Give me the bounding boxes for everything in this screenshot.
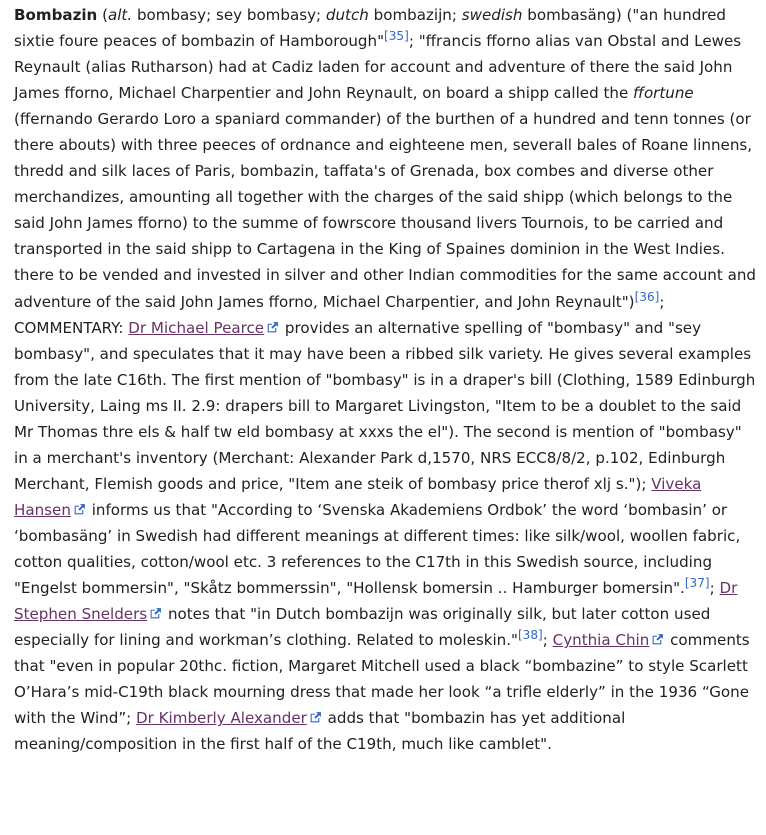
chin-commentary: comments that "even in popular 20thc. fiction, Margaret Mitchell used a black “bombazine” to style Scarlett O’Hara’s mid-C19th black mourning dress that made her look “a trifle elderly” in the 1936 “Gone with the Wind”; — [14, 631, 750, 728]
swedish-label: swedish — [461, 6, 523, 24]
alexander-commentary: adds that "bombazin has yet additional meaning/composition in the first half of the C19th, much like camblet". — [14, 709, 626, 754]
lead-open: ( — [97, 6, 108, 24]
headword: Bombazin — [14, 6, 98, 24]
viveka-hansen-link[interactable]: Viveka Hansen — [14, 474, 702, 519]
reference-35-link[interactable]: [35] — [384, 29, 409, 44]
ship-name: ffortune — [633, 84, 694, 103]
external-link-icon — [149, 607, 162, 620]
alt-label: alt. — [107, 6, 133, 24]
quote-text-part2: (ffernando Gerardo Loro a spaniard commander) of the burthen of a hundred and tenn tonnes (or there abouts) with three peeces of ordnance and eighteene men, severall bales of Roane linnens, thredd and silk laces of Paris, bombazin, taffata's of Grenada, box combes and diverse other merchandizes, amounting all together with the charges of the said shipp (which belongs to the said John James fforno) to the summe of fowrscore thousand livers Tournois, to be carried and transported in the said shipp to Cartagena in the King of Spaines dominion in the West Indies. there to be vended and invested in silver and other Indian commodities for the same account and adventure of the said John James fforno, Michael Charpentier, and John Reynault") — [14, 110, 756, 311]
kimberly-alexander-link[interactable]: Dr Kimberly Alexander — [136, 709, 307, 728]
stephen-snelders-link[interactable]: Dr Stephen Snelders — [14, 579, 738, 624]
reference-37-link[interactable]: [37] — [684, 576, 710, 590]
separator-after-38: ; — [542, 631, 553, 650]
external-link-icon — [266, 321, 279, 334]
swedish-spelling-and-quote: bombasäng) ("an hundred sixtie foure peaces of bombazin of Hamborough" — [14, 6, 727, 51]
reference-36-link[interactable]: [36] — [634, 289, 660, 304]
external-link-icon — [73, 503, 86, 516]
hansen-commentary: informs us that "According to ‘Svenska Akademiens Ordbok’ the word ‘bombasin’ or ‘bombasäng’ in Swedish had different meanings at different times: like silk/wool, woollen fabric, cotton qualities, cotton/wool etc. 3 references to the C17th in this Swedish source, including "Engelst bommersin", "Skåtz bommerssin", "Hollensk bomersin .. Hamburger bomersin". — [14, 500, 741, 598]
dutch-spelling: bombazijn; — [368, 6, 462, 24]
pearce-commentary: provides an alternative spelling of "bombasy" and "sey bombasy", and speculates that it may have been a ribbed silk variety. He gives several examples from the late C16th. The first mention of "bombasy" is in a draper's bill (Clothing, 1589 Edinburgh University, Laing ms II. 2.9: drapers bill to Margaret Livingston, "Item to be a doublet to the said Mr Thomas thre els & half tw eld bombasy at xxxs the el"). The second is mention of "bombasy" in a merchant's inventory (Merchant: Alexander Park d,1570, NRS ECC8/8/2, p.102, Edinburgh Merchant, Flemish goods and price, "Item ane steik of bombasy price therof xlj s."); — [14, 318, 756, 493]
snelders-commentary: notes that "in Dutch bombazijn was originally silk, but later cotton used especially for lining and workman’s clothing. Related to moleskin." — [14, 605, 711, 650]
michael-pearce-link[interactable]: Dr Michael Pearce — [128, 318, 265, 337]
quote-text-part1: ; "ffrancis fforno alias van Obstal and Lewes Reynault (alias Rutharson) had at Cadiz laden for account and adventure of there the said John James fforno, Michael Charpentier and John Reynault, on board a shipp called the — [14, 32, 742, 103]
external-link-icon — [309, 711, 322, 724]
external-link-icon — [651, 633, 664, 646]
alt-spellings: bombasy; sey bombasy; — [132, 6, 326, 24]
dutch-label: dutch — [325, 6, 369, 24]
cynthia-chin-link[interactable]: Cynthia Chin — [552, 631, 650, 650]
reference-38-link[interactable]: [38] — [517, 628, 543, 643]
separator-after-37: ; — [709, 579, 720, 598]
commentary-intro: ; COMMENTARY: — [14, 292, 665, 337]
